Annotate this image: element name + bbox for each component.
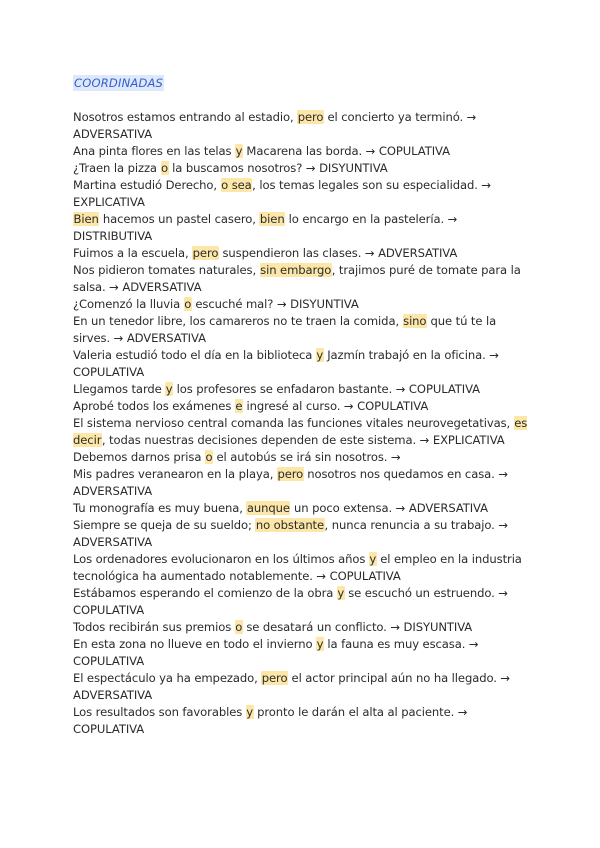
sentence-text: , todas nuestras decisiones dependen de este sistema. → EXPLICATIVA (101, 433, 505, 447)
sentence-text: la buscamos nosotros? → DISYUNTIVA (168, 161, 388, 175)
sentence-item (73, 551, 536, 585)
sentence-item (73, 296, 536, 313)
sentence-text: Fuimos a la escuela, (73, 246, 193, 260)
sentence-list (73, 109, 536, 738)
sentence-item (73, 670, 536, 704)
conjunction-highlight: y (235, 144, 243, 158)
sentence-text: Nos pidieron tomates naturales, (73, 263, 260, 277)
sentence-item (73, 585, 536, 619)
sentence-text: los profesores se enfadaron bastante. → COPULATIVA (173, 382, 481, 396)
sentence-text: un poco extensa. → ADVERSATIVA (290, 501, 488, 515)
sentence-text: El espectáculo ya ha empezado, (73, 671, 262, 685)
sentence-text: Los resultados son favorables (73, 705, 246, 719)
sentence-text: escuché mal? → DISYUNTIVA (191, 297, 359, 311)
conjunction-highlight: sin embargo (260, 263, 332, 277)
sentence-text: Debemos darnos prisa (73, 450, 205, 464)
conjunction-highlight: y (316, 637, 324, 651)
sentence-text: En esta zona no llueve en todo el invierno (73, 637, 317, 651)
sentence-item (73, 109, 536, 143)
sentence-text: el autobús se irá sin nosotros. → (212, 450, 401, 464)
conjunction-highlight: e (235, 399, 243, 413)
sentence-text: El sistema nervioso central comanda las funciones vitales neurovegetativas, (73, 416, 514, 430)
sentence-text: ¿Comenzó la lluvia (73, 297, 184, 311)
sentence-text: Todos recibirán sus premios (73, 620, 235, 634)
sentence-text: la fauna es muy escasa. → COPULATIVA (73, 637, 479, 668)
sentence-text: , trajimos puré de tomate para la salsa. → ADVERSATIVA (73, 263, 521, 294)
sentence-text: Estábamos esperando el comienzo de la obra (73, 586, 337, 600)
sentence-text: Ana pinta flores en las telas (73, 144, 236, 158)
sentence-text: Valeria estudió todo el día en la biblioteca (73, 348, 316, 362)
sentence-item (73, 177, 536, 211)
sentence-item (73, 517, 536, 551)
sentence-text: Jazmín trabajó en la oficina. → COPULATIVA (73, 348, 499, 379)
sentence-text: nosotros nos quedamos en casa. → ADVERSATIVA (73, 467, 508, 498)
conjunction-highlight: sino (403, 314, 427, 328)
document-heading: COORDINADAS (74, 76, 164, 90)
conjunction-highlight: y (369, 552, 377, 566)
sentence-item (73, 466, 536, 500)
sentence-text: Macarena las borda. → COPULATIVA (242, 144, 450, 158)
sentence-text: ¿Traen la pizza (73, 161, 161, 175)
sentence-item (73, 636, 536, 670)
conjunction-highlight: pero (192, 246, 219, 260)
conjunction-highlight: o (184, 297, 192, 311)
sentence-item (73, 381, 536, 398)
conjunction-highlight: o (205, 450, 213, 464)
conjunction-highlight: pero (297, 110, 324, 124)
sentence-text: Tu monografía es muy buena, (73, 501, 247, 515)
sentence-text: Nosotros estamos entrando al estadio, (73, 110, 298, 124)
sentence-text: el concierto ya terminó. → ADVERSATIVA (73, 110, 477, 141)
conjunction-highlight: aunque (246, 501, 290, 515)
sentence-item (73, 211, 536, 245)
sentence-text: el actor principal aún no ha llegado. → ADVERSATIVA (73, 671, 511, 702)
sentence-item (73, 449, 536, 466)
sentence-text: se desatará un conflicto. → DISYUNTIVA (242, 620, 473, 634)
sentence-text: Mis padres veranearon en la playa, (73, 467, 277, 481)
sentence-text: que tú te la sirves. → ADVERSATIVA (73, 314, 497, 345)
sentence-item (73, 704, 536, 738)
sentence-text: ingresé al curso. → COPULATIVA (242, 399, 429, 413)
sentence-text: , nunca renuncia a su trabajo. → ADVERSATIVA (73, 518, 508, 549)
conjunction-highlight: y (337, 586, 345, 600)
conjunction-highlight: Bien (73, 212, 99, 226)
conjunction-highlight: no obstante (255, 518, 325, 532)
sentence-text: Llegamos tarde (73, 382, 166, 396)
sentence-item (73, 245, 536, 262)
sentence-text: Siempre se queja de su sueldo; (73, 518, 256, 532)
conjunction-highlight: y (246, 705, 254, 719)
sentence-text: pronto le darán el alta al paciente. → COPULATIVA (73, 705, 468, 736)
sentence-item (73, 262, 536, 296)
sentence-text: , los temas legales son su especialidad. → EXPLICATIVA (73, 178, 492, 209)
conjunction-highlight: bien (259, 212, 285, 226)
sentence-text: lo encargo en la pastelería. → DISTRIBUTIVA (73, 212, 458, 243)
conjunction-highlight: y (165, 382, 173, 396)
sentence-item (73, 143, 536, 160)
sentence-text: suspendieron las clases. → ADVERSATIVA (218, 246, 458, 260)
conjunction-highlight: o (235, 620, 243, 634)
sentence-text: Martina estudió Derecho, (73, 178, 221, 192)
conjunction-highlight: o (161, 161, 169, 175)
sentence-text: el empleo en la industria tecnológica ha aumentado notablemente. → COPULATIVA (73, 552, 522, 583)
sentence-item (73, 398, 536, 415)
conjunction-highlight: pero (261, 671, 288, 685)
sentence-item (73, 415, 536, 449)
conjunction-highlight: pero (277, 467, 304, 481)
conjunction-highlight: y (316, 348, 324, 362)
sentence-item (73, 619, 536, 636)
sentence-text: Aprobé todos los exámenes (73, 399, 235, 413)
sentence-item (73, 313, 536, 347)
sentence-item (73, 500, 536, 517)
sentence-text: En un tenedor libre, los camareros no te traen la comida, (73, 314, 403, 328)
conjunction-highlight: es decir (73, 416, 528, 447)
sentence-text: hacemos un pastel casero, (99, 212, 260, 226)
sentence-item (73, 160, 536, 177)
sentence-text: Los ordenadores evolucionaron en los últimos años (73, 552, 369, 566)
conjunction-highlight: o sea (221, 178, 252, 192)
sentence-text: se escuchó un estruendo. → COPULATIVA (73, 586, 508, 617)
sentence-item (73, 347, 536, 381)
